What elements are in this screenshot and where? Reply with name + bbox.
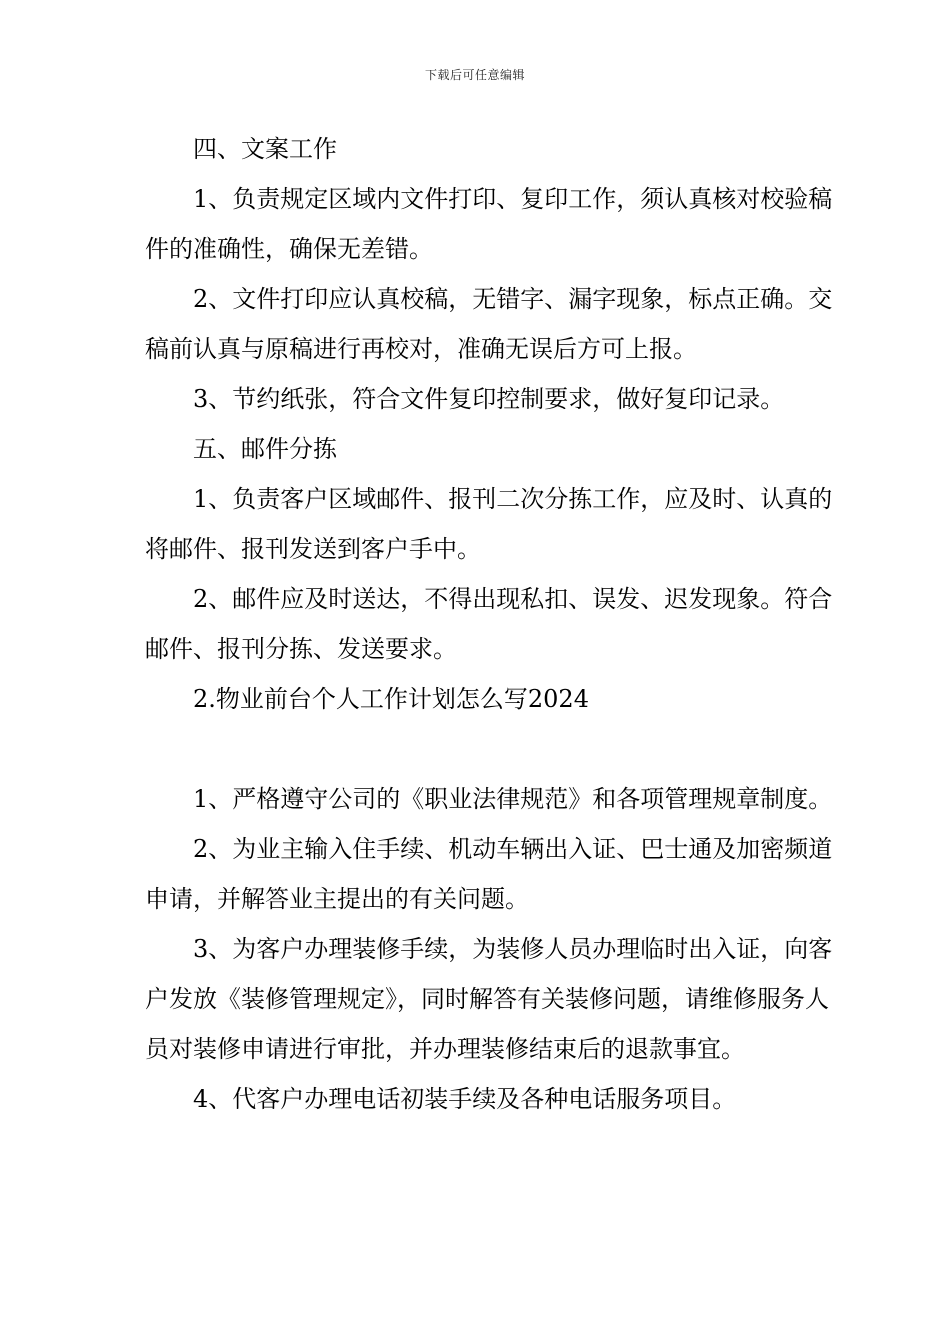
document-body [145,124,835,1124]
section-heading: 四、文案工作 [193,135,337,163]
paragraph: 3、为客户办理装修手续，为装修人员办理临时出入证，向客户发放《装修管理规定》，同时解答有关装修问题，请维修服务人员对装修申请进行审批，并办理装修结束后的退款事宜。 [145,935,833,1063]
paragraph: 4、代客户办理电话初装手续及各种电话服务项目。 [193,1085,737,1113]
paragraph: 2、为业主输入住手续、机动车辆出入证、巴士通及加密频道申请，并解答业主提出的有关问题。 [145,835,833,913]
paragraph: 2、邮件应及时送达，不得出现私扣、误发、迟发现象。符合邮件、报刊分拣、发送要求。 [145,585,833,663]
section-title: 2.物业前台个人工作计划怎么写2024 [193,685,589,713]
paragraph: 3、节约纸张，符合文件复印控制要求，做好复印记录。 [193,385,785,413]
page-header: 下载后可任意编辑 [424,68,525,82]
paragraph: 1、负责客户区域邮件、报刊二次分拣工作，应及时、认真的将邮件、报刊发送到客户手中。 [145,485,833,563]
paragraph: 1、严格遵守公司的《职业法律规范》和各项管理规章制度。 [193,785,833,813]
paragraph: 2、文件打印应认真校稿，无错字、漏字现象，标点正确。交稿前认真与原稿进行再校对，准确无误后方可上报。 [145,285,833,363]
paragraph: 1、负责规定区域内文件打印、复印工作，须认真核对校验稿件的准确性，确保无差错。 [145,185,833,263]
blank-line [145,724,835,774]
section-heading: 五、邮件分拣 [193,435,337,463]
